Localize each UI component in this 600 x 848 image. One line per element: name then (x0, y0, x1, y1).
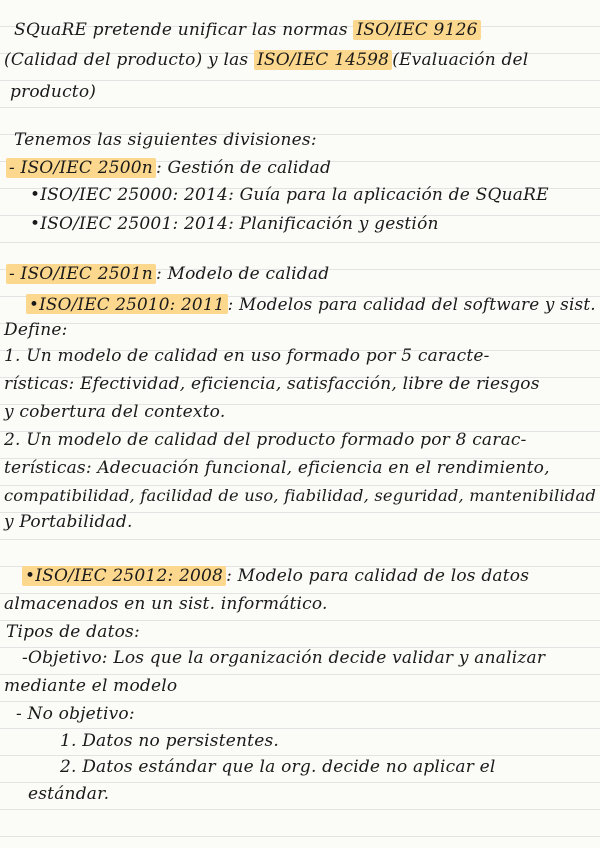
tipos-no-objetivo-2: 2. Datos estándar que la org. decide no aplicar el (60, 757, 496, 777)
s25012-line-2: almacenados en un sist. informático. (4, 594, 328, 614)
divisions-heading: Tenemos las siguientes divisiones: (14, 130, 317, 150)
tipos-no-objetivo-1: 1. Datos no persistentes. (60, 731, 279, 751)
tipos-no-objetivo-2-cont: estándar. (28, 784, 110, 804)
define-label: Define: (4, 320, 68, 340)
intro-line-2: (Calidad del producto) y las ISO/IEC 14598 (Evaluación del (4, 50, 529, 70)
define-2-line-4: y Portabilidad. (4, 512, 133, 532)
highlight-25012: •ISO/IEC 25012: 2008 (22, 566, 226, 586)
highlight-25010: •ISO/IEC 25010: 2011 (26, 294, 228, 314)
define-2-line-1: 2. Un modelo de calidad del producto formado por 8 carac- (4, 430, 527, 450)
define-1-line-1: 1. Un modelo de calidad en uso formado por 5 caracte- (4, 346, 490, 366)
intro-line-3: producto) (10, 82, 97, 102)
highlight-iso-14598: ISO/IEC 14598 (254, 50, 392, 70)
tipos-no-objetivo: - No objetivo: (16, 704, 135, 724)
highlight-2501n: - ISO/IEC 2501n (6, 264, 156, 284)
highlight-2500n: - ISO/IEC 2500n (6, 158, 156, 178)
tipos-objetivo-line-2: mediante el modelo (4, 676, 178, 696)
bullet-25010: •ISO/IEC 25010: 2011 : Modelos para calidad del software y sist. (26, 294, 596, 314)
tipos-label: Tipos de datos: (6, 622, 140, 642)
intro-line-1: SQuaRE pretende unificar las normas ISO/IEC 9126 (14, 20, 481, 40)
define-2-line-3: compatibilidad, facilidad de uso, fiabilidad, seguridad, mantenibilidad (4, 486, 597, 505)
define-1-line-2: rísticas: Efectividad, eficiencia, satisfacción, libre de riesgos (4, 374, 540, 394)
highlight-iso-9126: ISO/IEC 9126 (353, 20, 480, 40)
define-1-line-3: y cobertura del contexto. (4, 402, 226, 422)
bullet-25001: •ISO/IEC 25001: 2014: Planificación y gestión (30, 214, 439, 234)
section-2500n: - ISO/IEC 2500n : Gestión de calidad (6, 158, 331, 178)
section-2501n: - ISO/IEC 2501n : Modelo de calidad (6, 264, 329, 284)
bullet-25012: •ISO/IEC 25012: 2008 : Modelo para calidad de los datos (22, 566, 529, 586)
bullet-25000: •ISO/IEC 25000: 2014: Guía para la aplicación de SQuaRE (30, 185, 549, 205)
define-2-line-2: terísticas: Adecuación funcional, eficiencia en el rendimiento, (4, 458, 550, 478)
tipos-objetivo-line-1: -Objetivo: Los que la organización decide validar y analizar (22, 648, 546, 668)
